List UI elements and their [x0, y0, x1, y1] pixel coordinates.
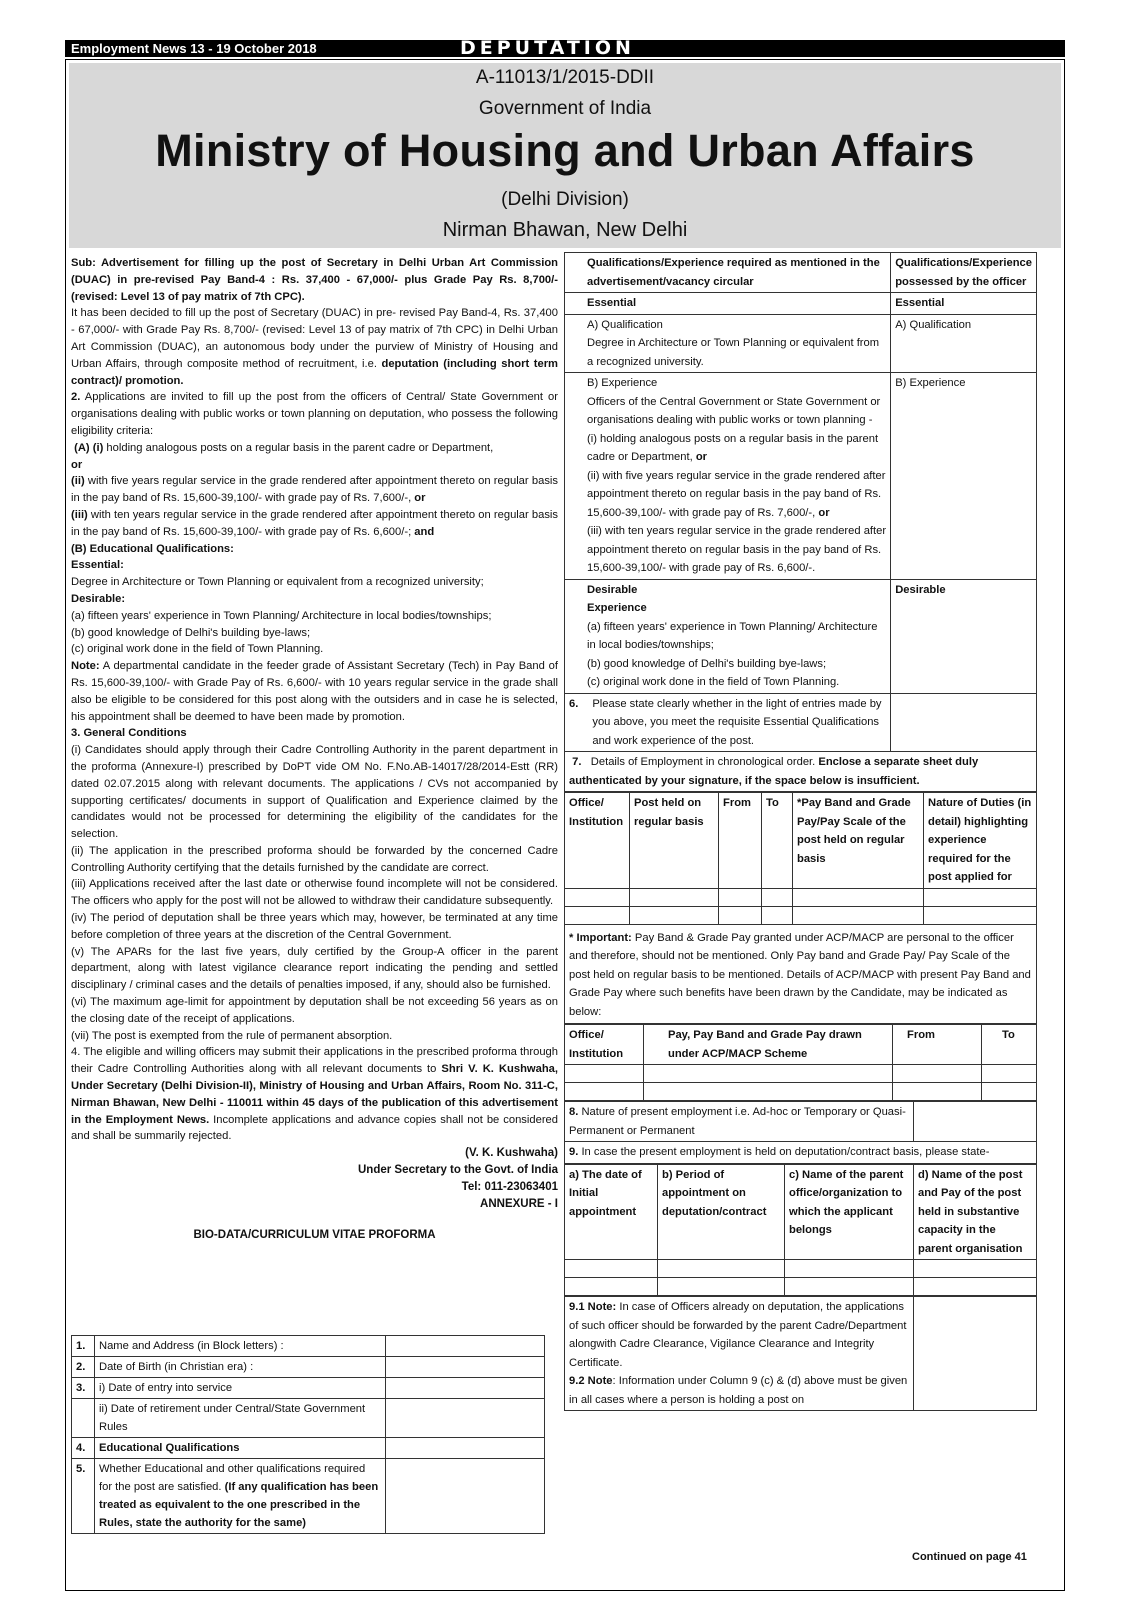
deputation-table: [564, 1164, 1037, 1297]
experience-cell: B) Experience Officers of the Central Government or State Government or organisations dealing with public works or town planning - (i) holding analogous posts on a regular basis in the parent cadre or Department, or (ii) with five years regular service in the grade rendered after appointment thereto on regular basis in the pay band of Rs. 15,600-39,100/- with grade pay of Rs. 7,600/-, or (iii) with ten years regular service in the grade rendered after appointment thereto on regular basis in the pay band of Rs. 15,600-39,100/- with grade pay of Rs. 6,600/-.: [565, 373, 891, 580]
signature-block: [71, 1145, 558, 1213]
table-row: [72, 1399, 545, 1438]
column-header: a) The date of Initial appointment: [565, 1164, 658, 1260]
acp-table: [564, 1024, 1037, 1101]
row-label: Educational Qualifications: [95, 1438, 386, 1459]
table-row: [72, 1336, 545, 1357]
row-label: ii) Date of retirement under Central/State Government Rules: [95, 1399, 386, 1438]
criteria-a-ii: (ii) with five years regular service in the grade rendered after appointment thereto on regular basis in the pay band of Rs. 15,600-39,100/- with grade pay of Rs. 7,600/-, or: [71, 475, 558, 505]
column-header: b) Period of appointment on deputation/contract: [658, 1164, 785, 1260]
entry-cell[interactable]: [658, 1260, 785, 1278]
entry-cell[interactable]: [719, 906, 762, 924]
column-header: *Pay Band and Grade Pay/Pay Scale of the post held on regular basis: [793, 793, 924, 889]
row-value-field[interactable]: [386, 1336, 545, 1357]
qualification-officer-cell[interactable]: A) Qualification: [891, 314, 1037, 373]
condition-v: (v) The APARs for the last five years, duly certified by the Group-A officer in the parent department, along with latest vigilance clearance report indicating the pending and settled disciplinary / criminal cases and the details of penalties imposed, if any, should also be furnished.: [71, 945, 558, 992]
experience-officer-cell[interactable]: B) Experience: [891, 373, 1037, 580]
entry-cell[interactable]: [793, 888, 924, 906]
entry-cell[interactable]: [914, 1260, 1037, 1278]
ad-header: [69, 63, 1061, 248]
column-header: Pay, Pay Band and Grade Pay drawn under ACP/MACP Scheme: [644, 1025, 893, 1065]
column-header: c) Name of the parent office/organization to which the applicant belongs: [785, 1164, 914, 1260]
table-row: [565, 693, 1037, 752]
entry-cell[interactable]: [644, 1083, 893, 1101]
signatory-phone: Tel: 011-23063401: [461, 1181, 558, 1194]
entry-cell[interactable]: [982, 1083, 1037, 1101]
paragraph-2: 2. Applications are invited to fill up the post from the officers of Central/ State Government or organisations dealing with public works or town planning on deputation, who possess the following eligibility criteria:: [71, 391, 558, 437]
subject-line: Sub: Advertisement for filling up the post of Secretary in Delhi Urban Art Commission (DUAC) in pre-revised Pay Band-4 : Rs. 37,400 - 67,000/- plus Grade Pay Rs. 8,700/- (revised: Level 13 of pay matrix of 7th CPC).: [71, 257, 558, 303]
entry-cell[interactable]: [565, 1065, 644, 1083]
column-header: d) Name of the post and Pay of the post held in substantive capacity in the parent organisation: [914, 1164, 1037, 1260]
question-8-answer[interactable]: [914, 1102, 1037, 1142]
desirable-c: (c) original work done in the field of Town Planning.: [71, 643, 324, 656]
general-conditions-heading: 3. General Conditions: [71, 727, 187, 740]
row-value-field[interactable]: [386, 1438, 545, 1459]
section-title: DEPUTATION: [460, 37, 635, 59]
table-row: [565, 1025, 1037, 1065]
employment-nature-table: [564, 1101, 1037, 1164]
entry-cell[interactable]: [893, 1083, 982, 1101]
entry-cell[interactable]: [793, 906, 924, 924]
condition-vii: (vii) The post is exempted from the rule of permanent absorption.: [71, 1029, 393, 1042]
table-row: [565, 1083, 1037, 1101]
essential-label: Essential: [891, 293, 1037, 315]
ministry-title: Ministry of Housing and Urban Affairs: [155, 125, 975, 176]
question-7: 7. Details of Employment in chronological order. Enclose a separate sheet duly authenticated by your signature, if the space below is insufficient.: [565, 752, 1037, 792]
table-row: [565, 1065, 1037, 1083]
question-6-answer[interactable]: [891, 693, 1037, 752]
signatory-name: (V. K. Kushwaha): [465, 1147, 558, 1160]
row-value-field[interactable]: [386, 1357, 545, 1378]
desirable-b: (b) good knowledge of Delhi's building bye-laws;: [71, 626, 311, 639]
column-header: Office/ Institution: [565, 793, 630, 889]
entry-cell[interactable]: [785, 1278, 914, 1296]
table-row: [565, 1164, 1037, 1260]
table-row: [565, 1142, 1037, 1164]
column-header: Post held on regular basis: [630, 793, 719, 889]
table-row: [565, 1297, 1037, 1411]
reference-number: A-11013/1/2015-DDII: [475, 67, 655, 88]
row-label: Name and Address (in Block letters) :: [95, 1336, 386, 1357]
paragraph-4: 4. The eligible and willing officers may submit their applications in the prescribed proforma through their Cadre Controlling Authorities along with all relevant documents to Shri V. K. Kushwaha, Under Secretary (Delhi Division-II), Ministry of Housing and Urban Affairs, Room No. 311-C, Nirman Bhawan, New Delhi - 110011 within 45 days of the publication of this advertisement in the Employment News. Incomplete applications and advance copies shall not be considered and shall be summarily rejected.: [71, 1046, 558, 1143]
table-row: [565, 1278, 1037, 1296]
edition-info: Employment News 13 - 19 October 2018: [71, 41, 317, 56]
row-number: 1.: [72, 1336, 95, 1357]
notes-answer-cell[interactable]: [914, 1297, 1037, 1411]
table-row: [72, 1459, 545, 1534]
table-row: [565, 293, 1037, 315]
page-number: 39: [806, 295, 820, 307]
column-header: Qualifications/Experience required as mentioned in the advertisement/vacancy circular: [565, 253, 891, 293]
entry-cell[interactable]: [565, 906, 630, 924]
column-header: From: [719, 793, 762, 889]
note-paragraph: Note: A departmental candidate in the feeder grade of Assistant Secretary (Tech) in Pay Band of Rs. 15,600-39,100/- with Grade Pay of Rs. 6,600/- with 10 years regular service in the grade shall also be eligible to be considered for this post along with the outsiders and in case he is selected, his appointment shall be deemed to have been made by promotion.: [71, 660, 558, 723]
row-label: Whether Educational and other qualifications required for the post are satisfied. (If any qualification has been treated as equivalent to the one prescribed in the Rules, state the authority for the same): [95, 1459, 386, 1534]
annexure-label: ANNEXURE - I: [480, 1198, 558, 1211]
condition-ii: (ii) The application in the prescribed proforma should be forwarded by the concerned Cadre Controlling Authority certifying that the details furnished by the candidate are correct.: [71, 844, 558, 874]
entry-cell[interactable]: [924, 888, 1037, 906]
entry-cell[interactable]: [893, 1065, 982, 1083]
website-url: www.employmentnews.gov.in: [629, 295, 787, 307]
notes-cell: 9.1 Note: In case of Officers already on deputation, the applications of such officer should be forwarded by the parent Cadre/Department alongwith Cadre Clearance, Vigilance Clearance and Integrity Certificate. 9.2 Note: Information under Column 9 (c) & (d) above must be given in all cases where a person is holding a post on: [565, 1297, 914, 1411]
table-row: [72, 1438, 545, 1459]
desirable-a: (a) fifteen years' experience in Town Planning/ Architecture in local bodies/townships;: [71, 609, 492, 622]
condition-vi: (vi) The maximum age-limit for appointment by deputation shall be not exceeding 56 years as on the closing date of the receipt of applications.: [71, 996, 558, 1025]
row-number: 4.: [72, 1438, 95, 1459]
entry-cell[interactable]: [982, 1065, 1037, 1083]
question-9: 9. In case the present employment is held on deputation/contract basis, please state-: [565, 1142, 1037, 1164]
row-label: Date of Birth (in Christian era) :: [95, 1357, 386, 1378]
entry-cell[interactable]: [719, 888, 762, 906]
table-row: [565, 579, 1037, 693]
entry-cell[interactable]: [658, 1278, 785, 1296]
question-8: 8. Nature of present employment i.e. Ad-hoc or Temporary or Quasi-Permanent or Permanent: [565, 1102, 914, 1142]
entry-cell[interactable]: [914, 1278, 1037, 1296]
table-row: [565, 1102, 1037, 1142]
entry-cell[interactable]: [630, 906, 719, 924]
criteria-a-i: (A) (i) holding analogous posts on a regular basis in the parent cadre or Department,: [74, 441, 494, 454]
qualification-table: [564, 252, 1037, 792]
location-line: Nirman Bhawan, New Delhi: [442, 219, 688, 241]
column-header: To: [762, 793, 793, 889]
condition-iv: (iv) The period of deputation shall be three years which may, however, be terminated at any time before completion of three years at the discretion of the Central Government.: [71, 912, 558, 941]
table-row: [565, 906, 1037, 924]
question-6: 6. Please state clearly whether in the light of entries made by you above, you meet the requisite Essential Qualifications and work experience of the post.: [565, 693, 891, 752]
entry-cell[interactable]: [630, 888, 719, 906]
column-header: Qualifications/Experience possessed by the officer: [891, 253, 1037, 293]
row-number: 2.: [72, 1357, 95, 1378]
entry-cell[interactable]: [762, 906, 793, 924]
column-header: Office/ Institution: [565, 1025, 644, 1065]
entry-cell[interactable]: [762, 888, 793, 906]
row-number: [72, 1399, 95, 1438]
entry-cell[interactable]: [644, 1065, 893, 1083]
entry-cell[interactable]: [565, 1260, 658, 1278]
important-note: * Important: Pay Band & Grade Pay granted under ACP/MACP are personal to the officer and therefore, should not be mentioned. Only Pay band and Grade Pay/ Pay Scale of the post held on regular basis to be mentioned. Details of ACP/MACP with present Pay Band and Grade Pay where such benefits have been drawn by the Candidate, may be indicated as below:: [564, 925, 1037, 1025]
criteria-a-iii: (iii) with ten years regular service in the grade rendered after appointment thereto on regular basis in the pay band of Rs. 15,600-39,100/- with grade pay of Rs. 6,600/-; and: [71, 508, 558, 538]
right-column: [564, 252, 1037, 1411]
table-row: [565, 752, 1037, 792]
column-header: Nature of Duties (in detail) highlighting experience required for the post applied for: [924, 793, 1037, 889]
essential-text: Degree in Architecture or Town Planning or equivalent from a recognized university;: [71, 576, 484, 589]
left-column-text: [71, 255, 558, 1244]
employment-table: [564, 792, 1037, 925]
table-row: [565, 1260, 1037, 1278]
row-value-field[interactable]: [386, 1459, 545, 1534]
government-line: Government of India: [478, 98, 652, 119]
row-number: 5.: [72, 1459, 95, 1534]
condition-i: (i) Candidates should apply through their Cadre Controlling Authority in the parent department in the proforma (Annexure-I) prescribed by DoPT vide OM No. F.No.AB-14017/28/2014-Estt (RR) dated 02.07.2015 along with relevant documents. The applications / CVs not accompanied by supporting certificates/ documents in support of Qualification and Experience claimed by the candidates would not be processed for determining the eligibility of the candidates for the selection.: [71, 744, 558, 841]
column-header: To: [982, 1025, 1037, 1065]
table-row: [72, 1357, 545, 1378]
notes-table: [564, 1296, 1037, 1411]
essential-heading: Essential:: [71, 559, 124, 572]
column-header: From: [893, 1025, 982, 1065]
desirable-officer-cell[interactable]: Desirable: [891, 579, 1037, 693]
row-number: 3.: [72, 1378, 95, 1399]
educational-qualifications-heading: (B) Educational Qualifications:: [71, 542, 234, 555]
essential-label: Essential: [565, 293, 891, 315]
proforma-title: BIO-DATA/CURRICULUM VITAE PROFORMA: [193, 1229, 436, 1242]
desirable-heading: Desirable:: [71, 592, 126, 605]
entry-cell[interactable]: [565, 888, 630, 906]
table-row: [565, 888, 1037, 906]
paragraph-1: It has been decided to fill up the post of Secretary (DUAC) in pre- revised Pay Band-4, Rs. 37,400 - 67,000/- with Grade Pay Rs. 8,700/- (revised: Level 13 of pay matrix of 7th CPC) in Delhi Urban Art Commission (DUAC), an autonomous body under the purview of Ministry of Housing and Urban Affairs, through composite method of recruitment, i.e. deputation (including short term contract)/ promotion.: [71, 307, 559, 387]
division-line: (Delhi Division): [501, 189, 629, 210]
entry-cell[interactable]: [565, 1278, 658, 1296]
qualification-cell: A) Qualification Degree in Architecture or Town Planning or equivalent from a recognized university.: [565, 314, 891, 373]
entry-cell[interactable]: [924, 906, 1037, 924]
row-value-field[interactable]: [386, 1378, 545, 1399]
signatory-title: Under Secretary to the Govt. of India: [357, 1164, 558, 1177]
entry-cell[interactable]: [565, 1083, 644, 1101]
table-row: [565, 253, 1037, 293]
continued-note: Continued on page 41: [912, 1551, 1027, 1563]
table-row: [565, 314, 1037, 373]
condition-iii: (iii) Applications received after the last date or otherwise found incomplete will not be considered. The officers who apply for the post will not be allowed to withdraw their candidature subsequently.: [71, 878, 558, 908]
table-row: [565, 373, 1037, 580]
or-1: or: [71, 458, 83, 471]
table-row: [72, 1378, 545, 1399]
biodata-table: [71, 1335, 545, 1534]
row-value-field[interactable]: [386, 1399, 545, 1438]
entry-cell[interactable]: [785, 1260, 914, 1278]
table-row: [565, 793, 1037, 889]
desirable-cell: Desirable Experience (a) fifteen years' experience in Town Planning/ Architecture in local bodies/townships; (b) good knowledge of Delhi's building bye-laws; (c) original work done in the field of Town Planning.: [565, 579, 891, 693]
row-label: i) Date of entry into service: [95, 1378, 386, 1399]
